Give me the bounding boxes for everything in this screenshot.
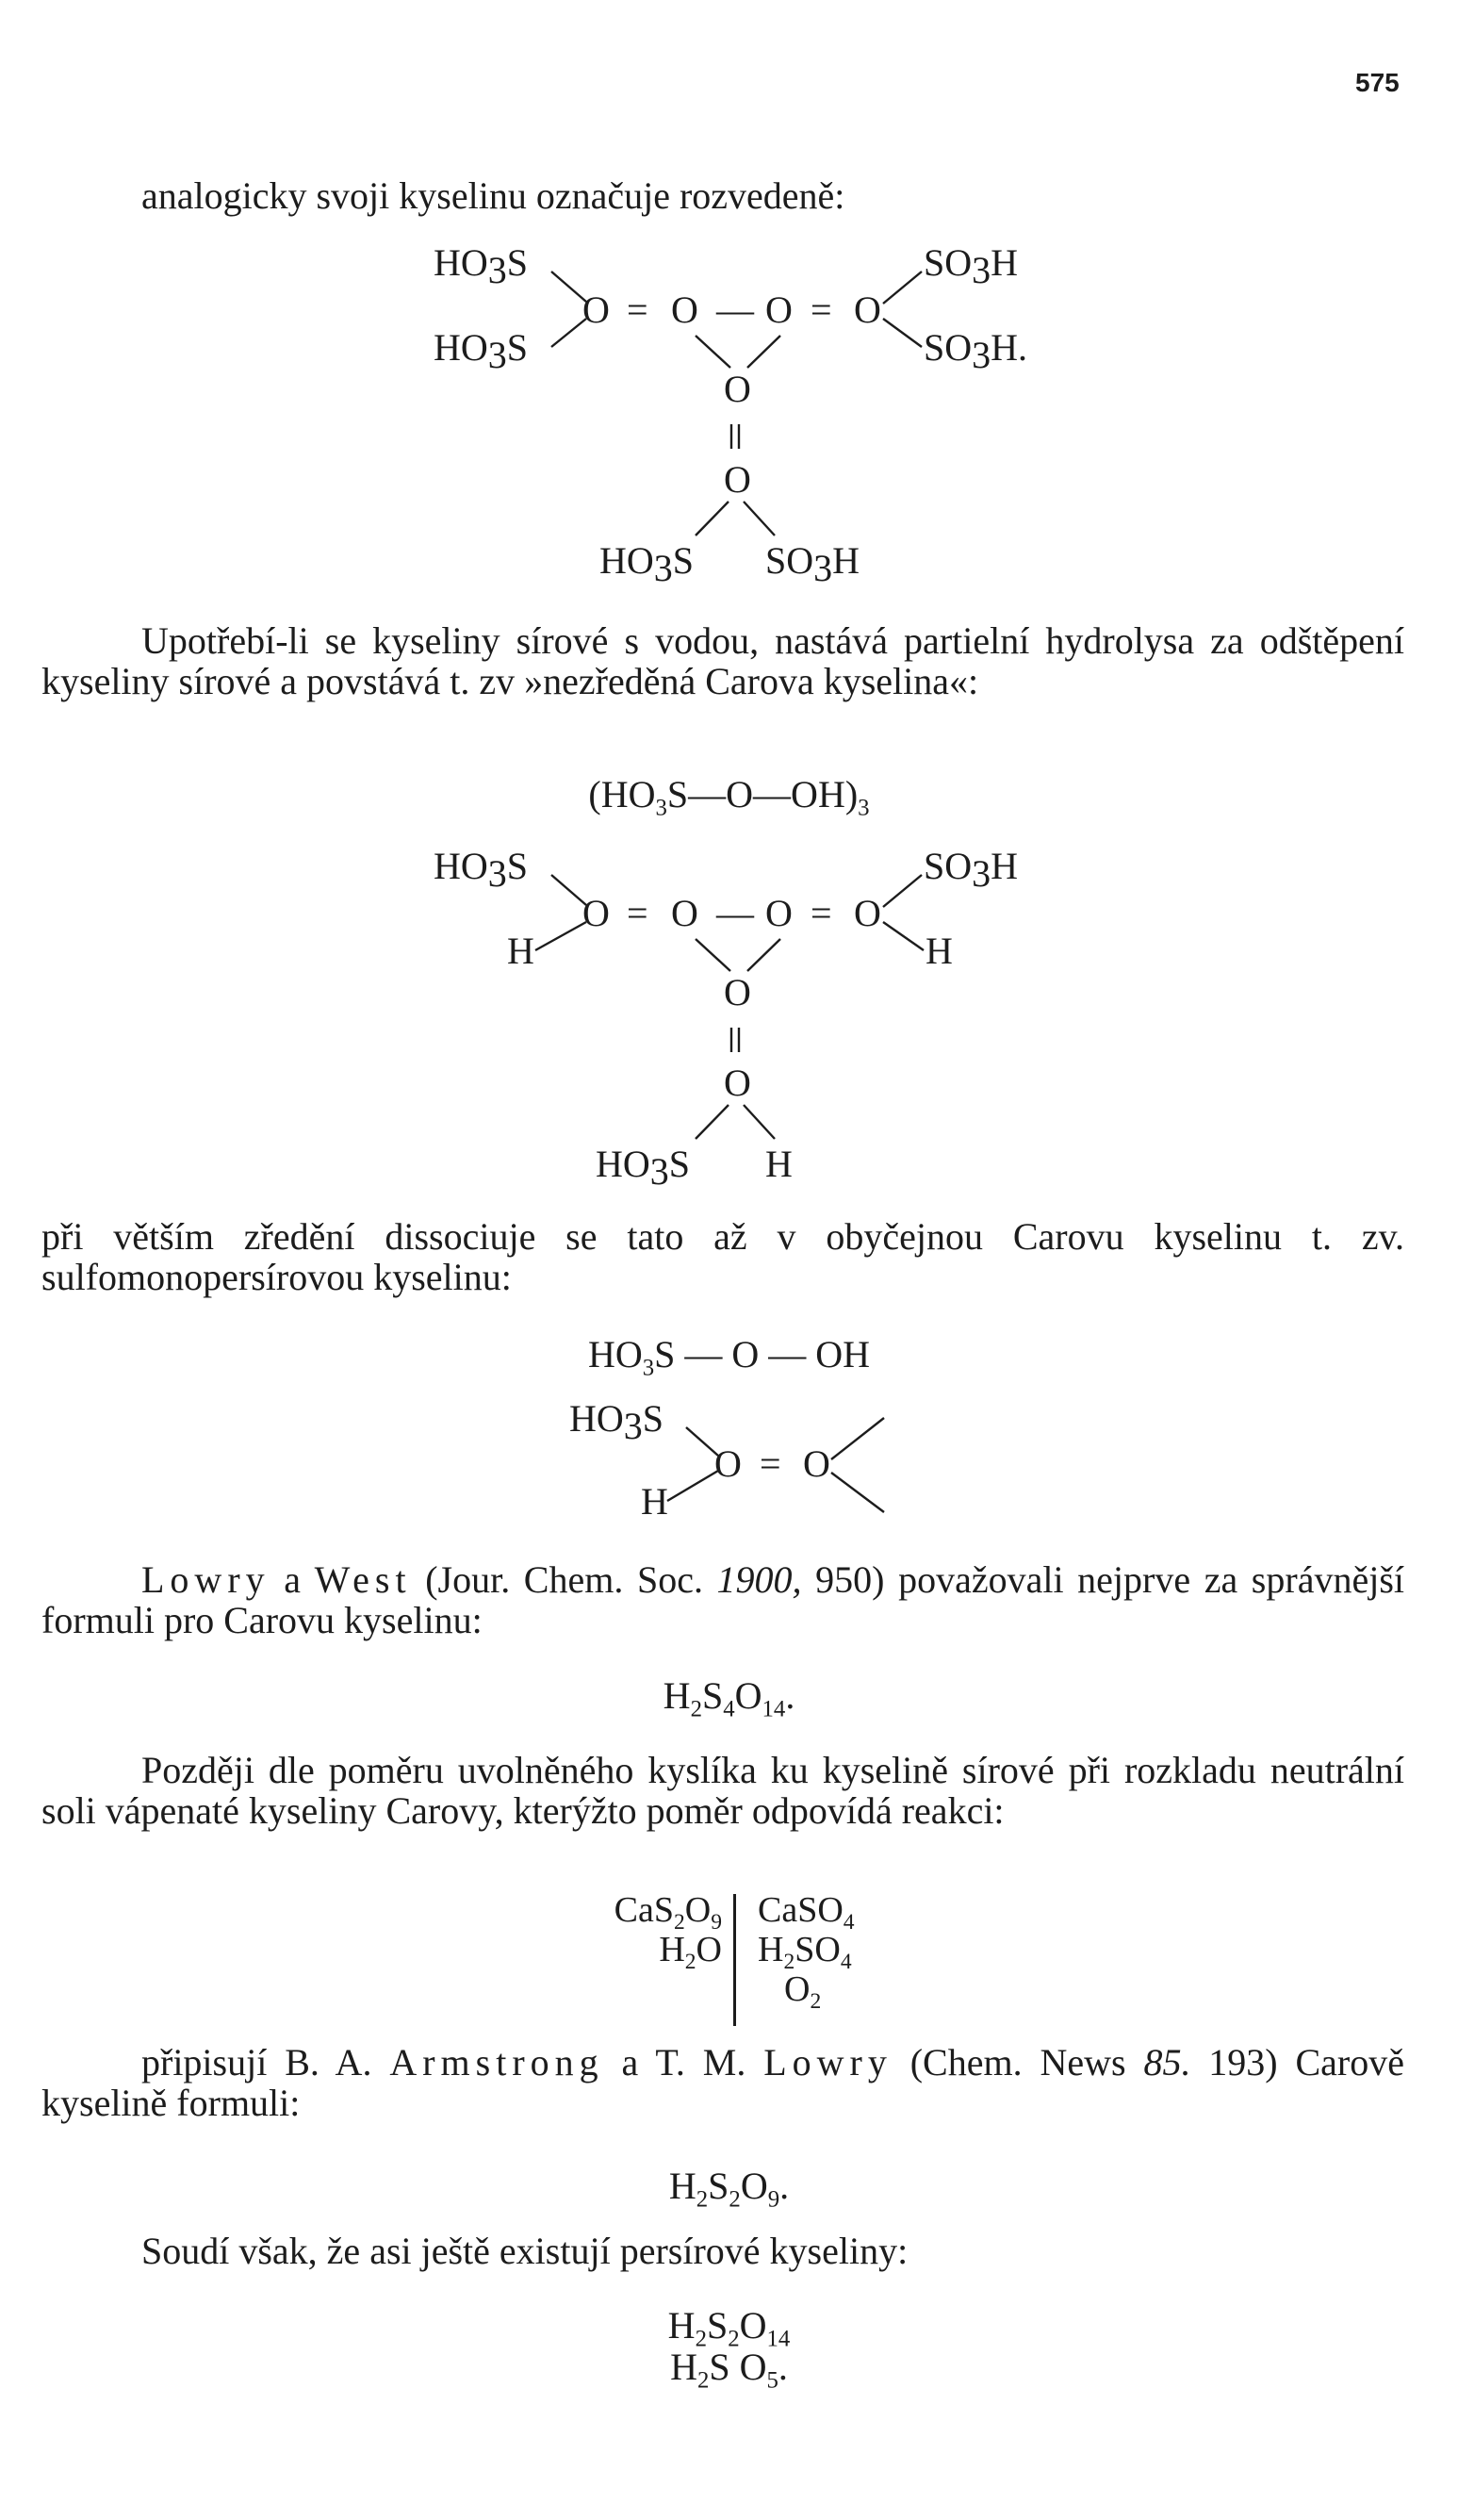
s1-o4: O bbox=[854, 288, 881, 331]
s1-o3: O bbox=[765, 288, 793, 331]
formula-h2s4o14: $H_2S_4O_{14}$. bbox=[663, 1674, 795, 1722]
reaction-left: $CaS_2O_9$ $H_2O$ bbox=[614, 1890, 722, 1975]
formula-caro-acid: $HO_3S$ — O — OH bbox=[587, 1333, 871, 1381]
s1-top-right: SO3H bbox=[924, 241, 1019, 291]
paragraph-lowry-west: Lowry a West (Jour. Chem. Soc. 1900, 950) považovali nejprve za správnější formuli pro Carovu kyselinu: bbox=[41, 1558, 1404, 1641]
s3-o2: O bbox=[803, 1442, 830, 1485]
paragraph-armstrong-lowry: připisují B. A. Armstrong a T. M. Lowry (Chem. News 85. 193) Carově kyselině formuli: bbox=[41, 2041, 1405, 2124]
s2-o4: O bbox=[854, 892, 881, 934]
s2-eq2: = bbox=[811, 892, 832, 934]
reaction-scheme bbox=[565, 1890, 905, 2032]
s1-lower-left: HO3S bbox=[599, 539, 695, 589]
paragraph-hydrolysis: Upotřebí-li se kyseliny sírové s vodou, nastává partielní hydrolysa za odštěpení kyseliny sírové a povstává t. zv »nezředěná Carova kyselina«: bbox=[41, 619, 1404, 702]
structural-formula-2 bbox=[0, 839, 1458, 1197]
s2-o-bridge: O bbox=[724, 971, 751, 1013]
reaction-divider bbox=[733, 1894, 736, 2026]
s3-o1: O bbox=[714, 1442, 742, 1485]
s1-lower-right: SO3H bbox=[765, 539, 860, 589]
s2-lower-right: H bbox=[765, 1143, 793, 1185]
s2-o2: O bbox=[671, 892, 698, 934]
formula-h2s2o9: $H_2S_2O_9$. bbox=[668, 2165, 790, 2213]
s2-o-lower: O bbox=[724, 1062, 751, 1104]
author-west: West bbox=[314, 1558, 412, 1601]
s1-eq1: = bbox=[627, 288, 648, 331]
s1-o2: O bbox=[671, 288, 698, 331]
paragraph-persulfuric: Soudí však, že asi ještě existují persírové kyseliny: bbox=[141, 2230, 909, 2272]
s2-bottom-right: H bbox=[926, 930, 953, 972]
s2-dash: — bbox=[716, 892, 754, 934]
citation-year: 1900, bbox=[716, 1558, 802, 1601]
s1-eq2: = bbox=[811, 288, 832, 331]
citation-volume: 85. bbox=[1143, 2041, 1191, 2084]
paragraph-later: Později dle poměru uvolněného kyslíka ku kyselině sírové při rozkladu neutrální soli vápenaté kyseliny Carovy, kterýžto poměr odpovídá reakci: bbox=[41, 1749, 1404, 1832]
s3-eq: = bbox=[760, 1442, 781, 1485]
author-lowry: Lowry bbox=[141, 1558, 270, 1601]
author-lowry-2: Lowry bbox=[763, 2041, 893, 2084]
formula-h2so5: $H_2S$ $O_5$. bbox=[670, 2346, 788, 2394]
s2-o1: O bbox=[582, 892, 610, 934]
s2-bottom-left: H bbox=[507, 930, 534, 972]
formula-h2s2o14: $H_2S_2O_{14}$ bbox=[667, 2304, 791, 2352]
structural-formula-3 bbox=[0, 1393, 1458, 1535]
formula-trimer: $(HO_3S—O—OH)_3$ bbox=[588, 773, 870, 821]
paragraph-dilution: při větším zředění dissociuje se tato až v obyčejnou Carovu kyselinu t. zv. sulfomonopersírovou kyselinu: bbox=[41, 1215, 1404, 1298]
s1-bottom-left: HO3S bbox=[434, 326, 529, 376]
s1-top-left: HO3S bbox=[434, 241, 529, 291]
s1-dash: — bbox=[716, 288, 754, 331]
author-armstrong: Armstrong bbox=[389, 2041, 604, 2084]
s3-bottom-left: H bbox=[641, 1480, 668, 1523]
s3-top-left: HO3S bbox=[569, 1397, 664, 1447]
s1-o-bridge: O bbox=[724, 368, 751, 410]
s1-o-lower: O bbox=[724, 458, 751, 501]
s2-top-left: HO3S bbox=[434, 845, 529, 895]
paragraph-intro: analogicky svoji kyselinu označuje rozvedeně: bbox=[141, 174, 845, 217]
structural-formula-1 bbox=[0, 236, 1458, 594]
reaction-right: CaSO$_4$ $H_2SO_4$ $O_2$ bbox=[758, 1890, 855, 2015]
page-number: 575 bbox=[1355, 68, 1400, 97]
s2-top-right: SO3H bbox=[924, 845, 1019, 895]
s2-lower-left: HO3S bbox=[596, 1143, 691, 1193]
s1-bottom-right: SO3H. bbox=[924, 326, 1028, 376]
s1-o1: O bbox=[582, 288, 610, 331]
s2-eq1: = bbox=[627, 892, 648, 934]
s2-o3: O bbox=[765, 892, 793, 934]
